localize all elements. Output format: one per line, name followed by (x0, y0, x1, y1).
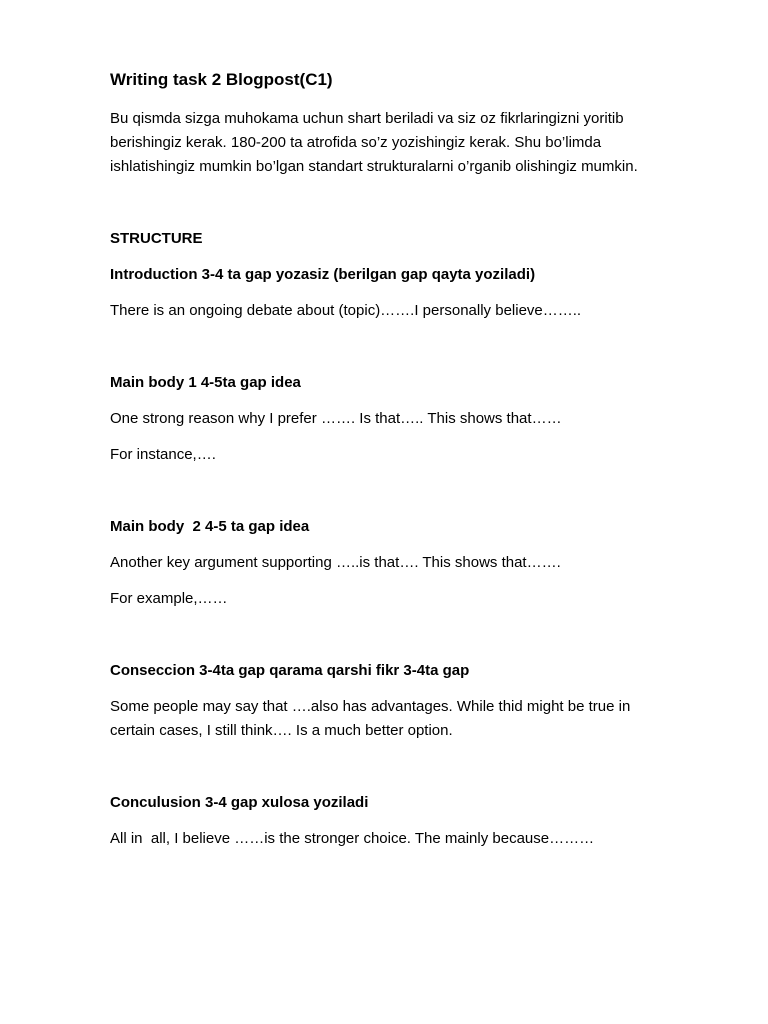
concession-heading: Consecсion 3-4ta gap qarama qarshi fikr 3-4ta gap (110, 662, 470, 679)
main-body-2-heading: Main body 2 4-5 ta gap idea (110, 518, 310, 535)
conclusion-heading: Conculusion 3-4 gap xulosa yoziladi (110, 794, 369, 811)
introduction-text: There is an ongoing debate about (topic)…….I personally believe…….. (110, 302, 582, 319)
main-body-1-example: For instance,…. (110, 446, 216, 463)
conclusion-text: All in all, I believe ……is the stronger choice. The mainly because……… (110, 830, 595, 847)
intro-line: Bu qismda sizga muhokama uchun shart beriladi va siz oz fikrlaringizni yoritib (110, 110, 624, 127)
main-body-2-example: For example,…… (110, 590, 228, 607)
intro-line: ishlatishingiz mumkin bo’lgan standart strukturalarni o’rganib olishingiz mumkin. (110, 158, 638, 175)
concession-text-line-1: Some people may say that ….also has advantages. While thid might be true in (110, 698, 631, 715)
main-body-1-heading: Main body 1 4-5ta gap idea (110, 374, 301, 391)
main-body-2-text: Another key argument supporting …..is that…. This shows that……. (110, 554, 561, 571)
intro-line: berishingiz kerak. 180-200 ta atrofida so’z yozishingiz kerak. Shu bo’limda (110, 134, 602, 151)
document-title: Writing task 2 Blogpost(C1) (110, 70, 333, 89)
concession-text-line-2: certain cases, I still think…. Is a much better option. (110, 722, 453, 739)
structure-heading: STRUCTURE (110, 230, 203, 247)
main-body-1-text: One strong reason why I prefer ……. Is that….. This shows that…… (110, 410, 562, 427)
introduction-heading: Introduction 3-4 ta gap yozasiz (berilgan gap qayta yoziladi) (110, 266, 536, 283)
intro-paragraph (110, 107, 720, 179)
